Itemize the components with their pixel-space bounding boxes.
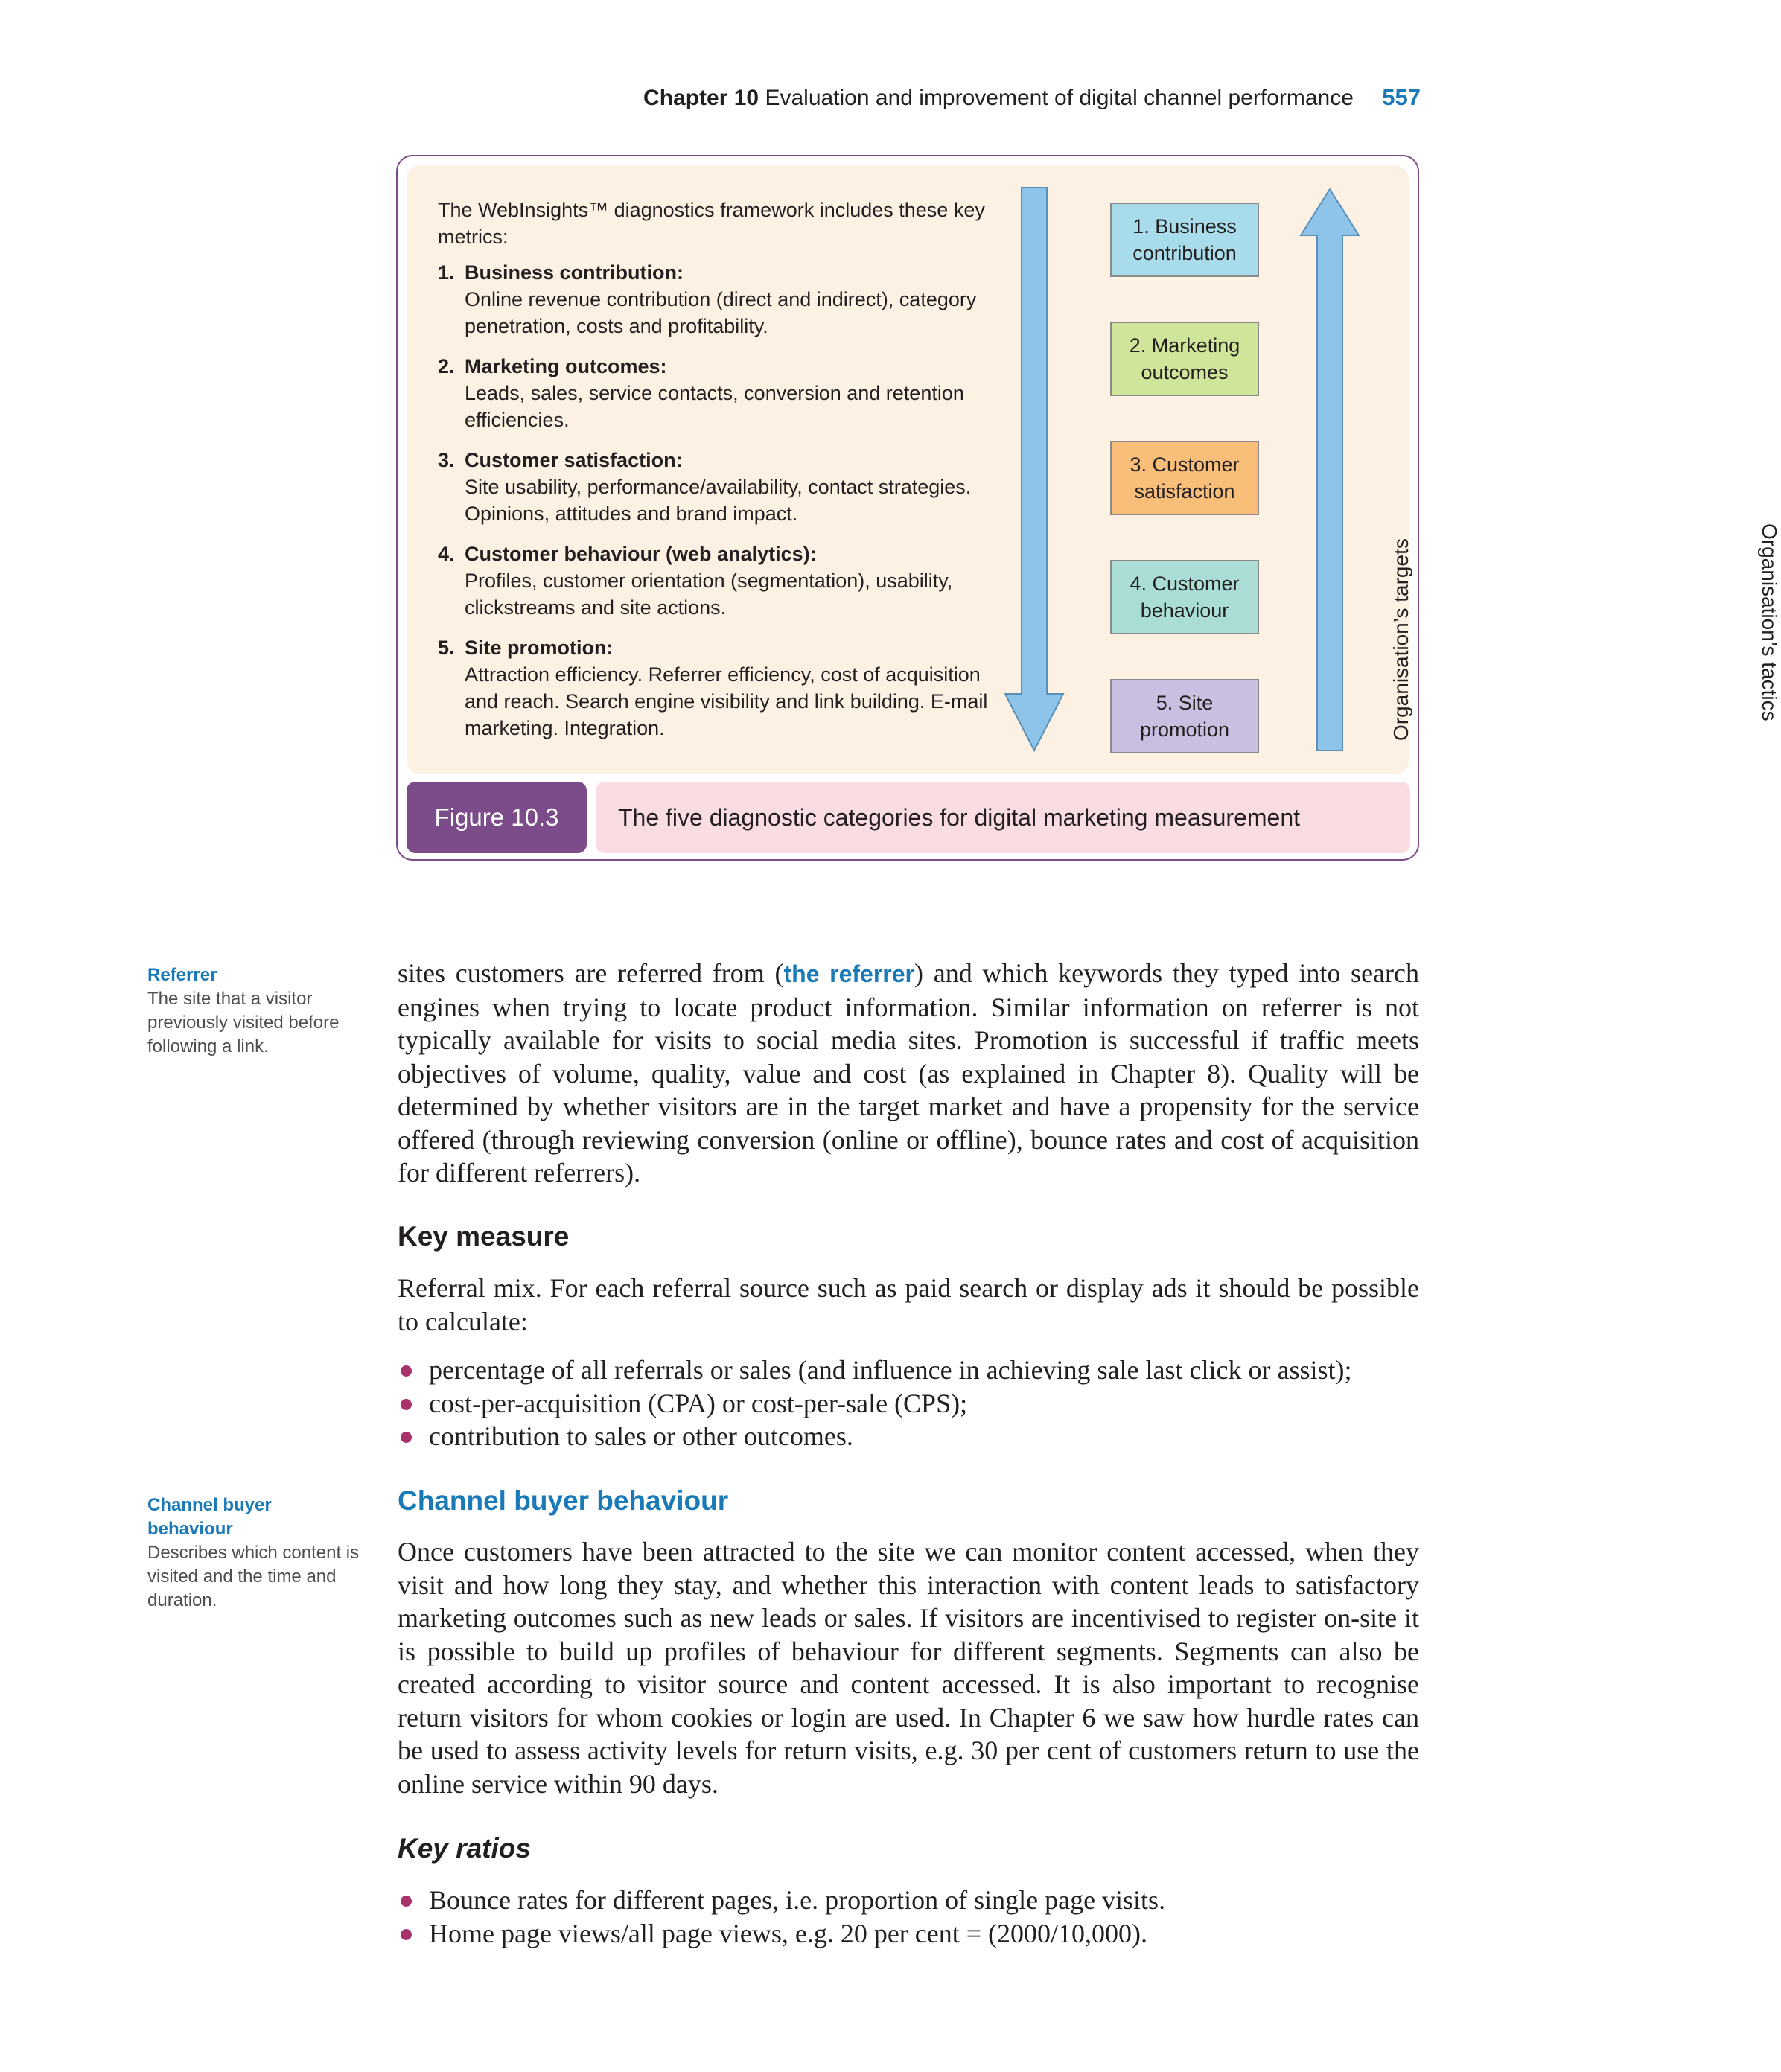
list-item bbox=[398, 1387, 1419, 1421]
figure-caption: The five diagnostic categories for digital marketing measurement bbox=[596, 782, 1410, 853]
paragraph-referral-mix: Referral mix. For each referral source such as paid search or display ads it should be possible to calculate: bbox=[398, 1273, 1419, 1336]
list-item-text: Home page views/all page views, e.g. 20 per cent = (2000/10,000). bbox=[429, 1918, 1148, 1948]
list-item-text: cost-per-acquisition (CPA) or cost-per-sale (CPS); bbox=[429, 1388, 968, 1418]
paragraph-text: ) and which keywords they typed into search engines when trying to locate product information. Similar information on referrer is not typically available for visits to social media sites. Promotion is successful if traffic meets objectives of volume, quality, value and cost (as explained in Chapter 8). Quality will be determined by whether visitors are in the target market and have a propensity for the service offered (through reviewing conversion (online or offline), bounce rates and cost of acquisition for different referrers). bbox=[398, 958, 1419, 1188]
organisations-tactics-label: Organisation’s tactics bbox=[1758, 523, 1781, 721]
category-box-site-promotion: 5. Site promotion bbox=[1110, 679, 1259, 753]
bullet-icon bbox=[401, 1399, 412, 1410]
metric-item bbox=[438, 541, 989, 621]
metric-title: Marketing outcomes: bbox=[465, 355, 667, 377]
metric-description: Profiles, customer orientation (segmentation), usability, clickstreams and site actions. bbox=[465, 570, 953, 619]
category-box-marketing-outcomes: 2. Marketing outcomes bbox=[1110, 322, 1259, 396]
metrics-list bbox=[438, 259, 989, 742]
page-number: 557 bbox=[1382, 84, 1421, 110]
heading-key-measure: Key measure bbox=[398, 1221, 570, 1252]
paragraph-text: sites customers are referred from ( bbox=[398, 958, 784, 988]
metric-number: 1. bbox=[438, 261, 455, 284]
list-item bbox=[398, 1420, 1419, 1453]
bullet-icon bbox=[401, 1365, 412, 1377]
bullet-list-key-ratios bbox=[398, 1884, 1419, 1950]
bullet-icon bbox=[401, 1896, 412, 1907]
metric-item bbox=[438, 634, 989, 742]
glossary-definition: The site that a visitor previously visited before following a link. bbox=[147, 989, 340, 1056]
list-item bbox=[398, 1917, 1419, 1951]
glossary-channel-buyer-behaviour bbox=[147, 1494, 371, 1613]
category-box-business-contribution: 1. Business contribution bbox=[1110, 203, 1259, 277]
figure-metrics-text bbox=[438, 197, 989, 755]
bullet-list-referral-metrics bbox=[398, 1354, 1419, 1453]
metric-item bbox=[438, 447, 989, 527]
paragraph-channel-buyer-behaviour: Once customers have been attracted to the site we can monitor content accessed, when they visit and how long they stay, and whether this interaction with content leads to satisfactory marketing outcomes such as new leads or sales. If visitors are incentivised to register on-site it is possible to build up profiles of behaviour for different segments. Segments can also be created according to visitor source and content accessed. It is also important to recognise return visitors for whom cookies or login are used. In Chapter 6 we saw how hurdle rates can be used to assess activity levels for return visits, e.g. 30 per cent of customers return to use the online service within 90 days. bbox=[398, 1537, 1419, 1799]
chapter-title: Evaluation and improvement of digital channel performance bbox=[765, 86, 1354, 110]
category-box-customer-satisfaction: 3. Customer satisfaction bbox=[1110, 441, 1259, 515]
glossary-term: Channel buyer behaviour bbox=[147, 1495, 272, 1539]
glossary-definition: Describes which content is visited and the time and duration. bbox=[147, 1543, 360, 1610]
keyword-referrer: the referrer bbox=[783, 960, 914, 987]
figure-10-3 bbox=[396, 155, 1781, 861]
glossary-term: Referrer bbox=[147, 965, 217, 985]
bullet-icon bbox=[401, 1929, 412, 1940]
metric-description: Site usability, performance/availability, contact strategies. Opinions, attitudes and brand impact. bbox=[465, 476, 972, 525]
metric-number: 4. bbox=[438, 543, 455, 565]
category-box-customer-behaviour: 4. Customer behaviour bbox=[1110, 560, 1259, 634]
targets-down-arrow bbox=[1001, 188, 1068, 753]
list-item-text: percentage of all referrals or sales (and influence in achieving sale last click or assist); bbox=[429, 1355, 1352, 1385]
organisations-targets-label: Organisation’s targets bbox=[1389, 538, 1412, 741]
figure-intro: The WebInsights™ diagnostics framework includes these key metrics: bbox=[438, 199, 985, 248]
metric-item bbox=[438, 353, 989, 433]
list-item bbox=[398, 1884, 1419, 1917]
paragraph-referrer bbox=[398, 957, 1419, 1190]
arrow-shape bbox=[1301, 189, 1359, 750]
metric-description: Online revenue contribution (direct and indirect), category penetration, costs and profitability. bbox=[465, 288, 977, 337]
figure-panel bbox=[407, 165, 1412, 774]
metric-item bbox=[438, 259, 989, 340]
metric-number: 2. bbox=[438, 355, 455, 377]
metric-title: Business contribution: bbox=[465, 261, 684, 284]
metric-title: Site promotion: bbox=[465, 637, 614, 659]
arrow-shape bbox=[1005, 188, 1063, 750]
metric-title: Customer satisfaction: bbox=[465, 449, 683, 471]
list-item bbox=[398, 1354, 1419, 1387]
metric-description: Leads, sales, service contacts, conversion and retention efficiencies. bbox=[465, 382, 964, 431]
heading-key-ratios: Key ratios bbox=[398, 1833, 531, 1864]
running-header bbox=[643, 84, 1421, 111]
metric-title: Customer behaviour (web analytics): bbox=[465, 543, 817, 565]
metric-description: Attraction efficiency. Referrer efficiency, cost of acquisition and reach. Search engine visibility and link building. E-mail marketing. Integration. bbox=[465, 663, 988, 739]
list-item-text: Bounce rates for different pages, i.e. proportion of single page visits. bbox=[429, 1885, 1166, 1915]
chapter-number: Chapter 10 bbox=[643, 86, 759, 110]
figure-number-tag: Figure 10.3 bbox=[407, 782, 587, 853]
metric-number: 5. bbox=[438, 637, 455, 659]
tactics-up-arrow bbox=[1296, 188, 1363, 753]
glossary-referrer bbox=[147, 963, 371, 1059]
heading-channel-buyer-behaviour: Channel buyer behaviour bbox=[398, 1485, 729, 1516]
list-item-text: contribution to sales or other outcomes. bbox=[429, 1421, 853, 1451]
metric-number: 3. bbox=[438, 449, 455, 471]
bullet-icon bbox=[401, 1432, 412, 1443]
